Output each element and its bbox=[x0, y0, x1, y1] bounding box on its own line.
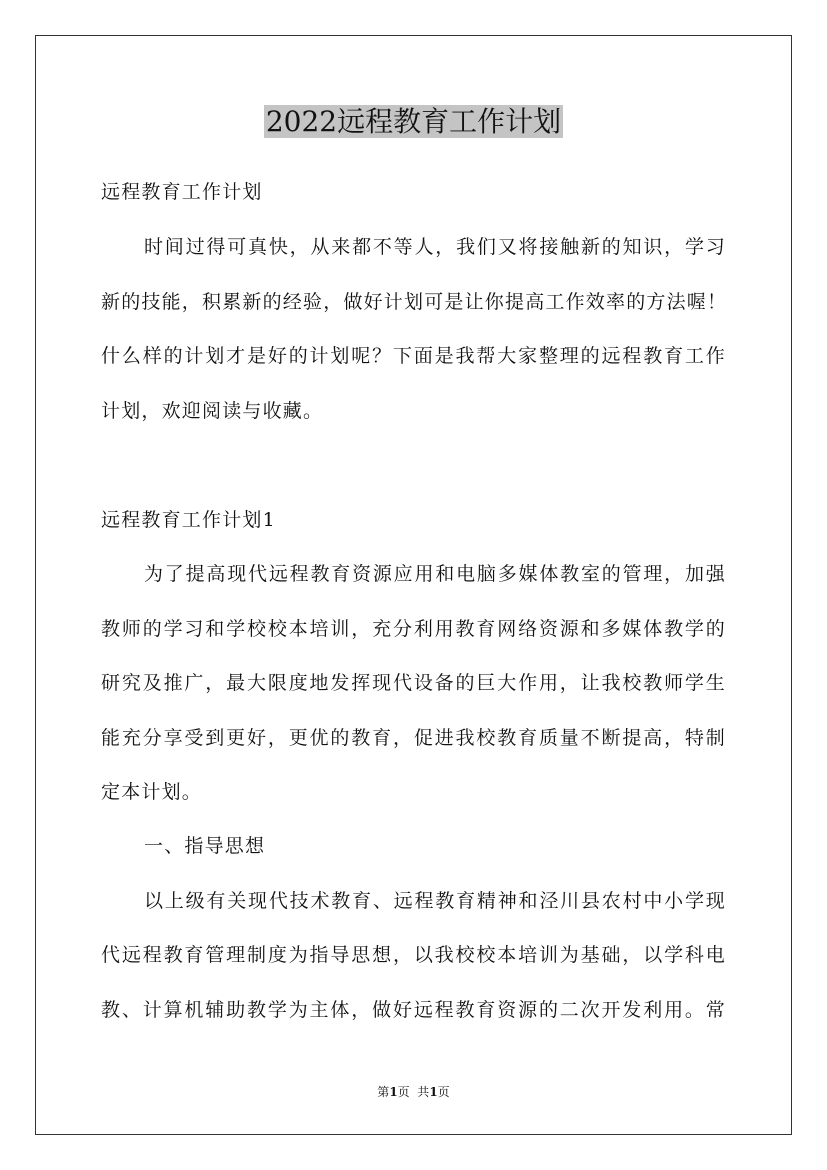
guiding-line-1: 以上级有关现代技术教育、远程教育精神和泾川县农村中小学现 bbox=[144, 890, 726, 912]
guiding-heading: 一、指导思想 bbox=[144, 835, 266, 857]
section1-line-4: 能充分享受到更好，更优的教育，促进我校教育质量不断提高，特制 bbox=[101, 727, 726, 749]
intro-line-2: 新的技能，积累新的经验，做好计划可是让你提高工作效率的方法喔！ bbox=[101, 291, 728, 313]
guiding-line-3: 教、计算机辅助教学为主体，做好远程教育资源的二次开发利用。常 bbox=[101, 999, 726, 1021]
intro-line-4: 计划，欢迎阅读与收藏。 bbox=[101, 400, 324, 422]
footer-page-mid: 页 共 bbox=[397, 1085, 430, 1099]
footer-page-suffix: 页 bbox=[437, 1085, 450, 1099]
footer-page-current: 1 bbox=[389, 1085, 398, 1099]
footer-page-total: 1 bbox=[429, 1085, 438, 1099]
intro-line-1: 时间过得可真快，从来都不等人，我们又将接触新的知识，学习 bbox=[144, 236, 726, 258]
guiding-line-2: 代远程教育管理制度为指导思想，以我校校本培训为基础，以学科电 bbox=[101, 944, 726, 966]
section1-line-2: 教师的学习和学校校本培训，充分利用教育网络资源和多媒体教学的 bbox=[101, 618, 726, 640]
document-subtitle: 远程教育工作计划 bbox=[101, 181, 263, 203]
intro-line-3: 什么样的计划才是好的计划呢？下面是我帮大家整理的远程教育工作 bbox=[101, 345, 726, 367]
section1-line-1: 为了提高现代远程教育资源应用和电脑多媒体教室的管理，加强 bbox=[144, 563, 726, 585]
page-footer bbox=[0, 1083, 827, 1101]
section1-heading: 远程教育工作计划1 bbox=[101, 509, 276, 531]
section1-line-3: 研究及推广，最大限度地发挥现代设备的巨大作用，让我校教师学生 bbox=[101, 672, 726, 694]
section1-line-5: 定本计划。 bbox=[101, 781, 203, 803]
footer-page-prefix: 第 bbox=[377, 1085, 390, 1099]
document-title bbox=[0, 100, 827, 144]
title-text: 2022远程教育工作计划 bbox=[265, 105, 562, 138]
